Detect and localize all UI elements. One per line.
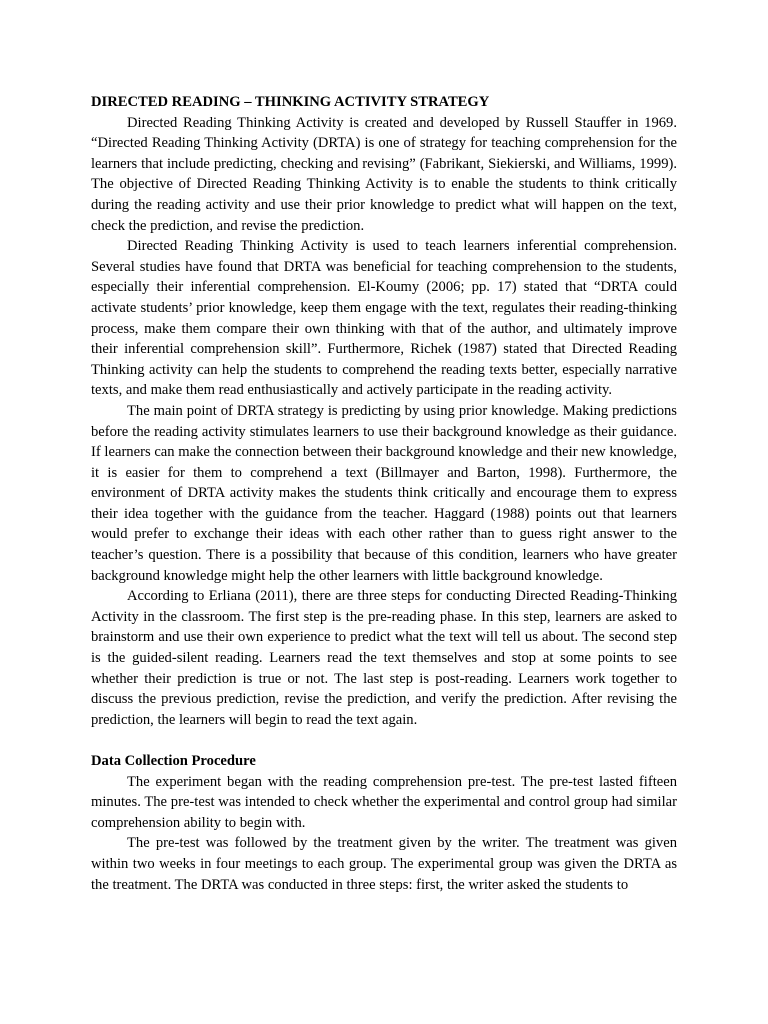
paragraph-pretest: The experiment began with the reading comprehension pre-test. The pre-test lasted fifteen minutes. The pre-test was intended to check whether the experimental and control group had similar comprehension ability to begin with. <box>91 773 677 831</box>
paragraph-drta-predicting: The main point of DRTA strategy is predicting by using prior knowledge. Making predictions before the reading activity stimulates learners to use their background knowledge as their guidance. If learners can make the connection between their background knowledge and their new knowledge, it is easier for them to comprehend a text (Billmayer and Barton, 1998). Furthermore, the environment of DRTA activity makes the students think critically and encourage them to express their idea together with the guidance from the teacher. Haggard (1988) points out that learners would prefer to exchange their ideas with each other rather than to guess right answer to the teacher’s question. There is a possibility that because of this condition, learners who have greater background knowledge might help the other learners with little background knowledge. <box>91 402 677 584</box>
paragraph-treatment: The pre-test was followed by the treatment given by the writer. The treatment was given within two weeks in four meetings to each group. The experimental group was given the DRTA as the treatment. The DRTA was conducted in three steps: first, the writer asked the students to <box>91 835 677 893</box>
document-page <box>91 92 677 895</box>
paragraph-drta-inferential: Directed Reading Thinking Activity is used to teach learners inferential comprehension. Several studies have found that DRTA was beneficial for teaching comprehension to the students, especially their inferential comprehension. El-Koumy (2006; pp. 17) stated that “DRTA could activate students’ prior knowledge, keep them engage with the text, regulates their reading-thinking process, make them compare their own thinking with that of the author, and ultimately improve their inferential comprehension skill”. Furthermore, Richek (1987) stated that Directed Reading Thinking activity can help the students to comprehend the reading texts better, especially narrative texts, and make them read enthusiastically and actively participate in the reading activity. <box>91 238 677 399</box>
paragraph-drta-steps: According to Erliana (2011), there are three steps for conducting Directed Reading-Thinking Activity in the classroom. The first step is the pre-reading phase. In this step, learners are asked to brainstorm and use their own experience to predict what the text will tell us about. The second step is the guided-silent reading. Learners read the text themselves and stop at some points to see whether their prediction is true or not. The last step is post-reading. Learners work together to discuss the previous prediction, revise the prediction, and verify the prediction. After revising the prediction, the learners will begin to read the text again. <box>91 588 677 728</box>
section-spacer <box>91 730 677 751</box>
section-heading-drta: DIRECTED READING – THINKING ACTIVITY STRATEGY <box>91 94 490 110</box>
paragraph-drta-definition: Directed Reading Thinking Activity is created and developed by Russell Stauffer in 1969. “Directed Reading Thinking Activity (DRTA) is one of strategy for teaching comprehension for the learners that include predicting, checking and revising” (Fabrikant, Siekierski, and Williams, 1999). The objective of Directed Reading Thinking Activity is to enable the students to think critically during the reading activity and use their prior knowledge to predict what will happen on the text, check the prediction, and revise the prediction. <box>91 114 677 234</box>
section-heading-data-collection: Data Collection Procedure <box>91 753 256 769</box>
